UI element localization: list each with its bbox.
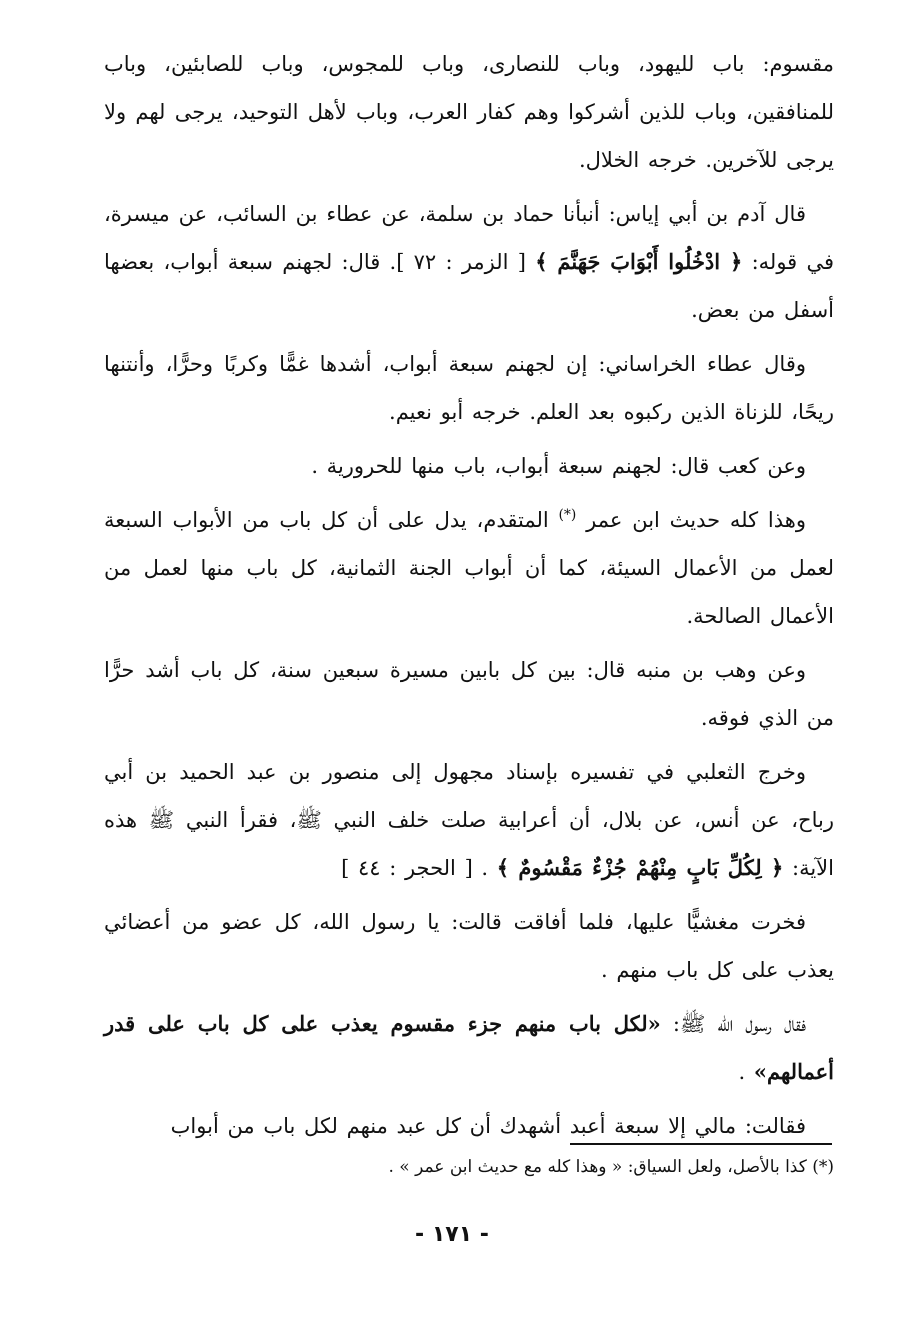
paragraph-3 [104, 340, 834, 436]
paragraph-text: [ الزمر : ٧٢ ]. قال: لجهنم سبعة أبواب، بعضها أسفل من بعض. [104, 250, 834, 322]
paragraph-6 [104, 646, 834, 742]
page-number: - ١٧١ - [415, 1222, 489, 1247]
footnote-divider [570, 1143, 832, 1145]
paragraph-text: فقال رسول الله ﷺ: [660, 1012, 806, 1036]
paragraph-text: وخرج الثعلبي في تفسيره بإسناد مجهول إلى منصور بن عبد الحميد بن أبي رباح، عن أنس، عن بلال، أن أعرابية صلت خلف النبي ﷺ، فقرأ النبي ﷺ هذه الآية: [104, 760, 834, 880]
paragraph-9 [104, 1000, 834, 1096]
paragraph-text: قال آدم بن أبي إياس: أنبأنا حماد بن سلمة، عن عطاء بن السائب، عن ميسرة، في قوله: [104, 202, 835, 274]
paragraph-text: مقسوم: باب لليهود، وباب للنصارى، وباب للمجوس، وباب للصابئين، وباب للمنافقين، وباب للذين أشركوا وهم كفار العرب، وباب لأهل التوحيد، يرجى لهم ولا يرجى للآخرين. خرجه الخلال. [104, 52, 834, 172]
paragraph-1 [104, 40, 834, 184]
paragraph-text: . [ الحجر : ٤٤ ] [341, 856, 497, 880]
paragraph-7 [104, 748, 834, 892]
paragraph-text: وعن كعب قال: لجهنم سبعة أبواب، باب منها للحرورية . [311, 454, 806, 478]
paragraph-5 [104, 496, 834, 640]
paragraph-text: المتقدم، يدل على أن كل باب من الأبواب السبعة لعمل من الأعمال السيئة، كما أن أبواب الجنة الثمانية، كل باب منها لعمل من الأعمال الصالحة. [104, 508, 834, 628]
main-text [104, 40, 834, 1156]
hadith-quote: «لكل باب منهم جزء مقسوم يعذب على كل باب على قدر أعمالهم» [104, 1011, 834, 1084]
paragraph-text: وعن وهب بن منبه قال: بين كل بابين مسيرة سبعين سنة، كل باب أشد حرًّا من الذي فوقه. [104, 658, 834, 730]
paragraph-text: فخرت مغشيًّا عليها، فلما أفاقت قالت: يا رسول الله، كل عضو من أعضائي يعذب على كل باب منهم . [104, 910, 834, 982]
paragraph-text: وقال عطاء الخراساني: إن لجهنم سبعة أبواب، أشدها غمًّا وكربًا وحرًّا، وأنتنها ريحًا، للزناة الذين ركبوه بعد العلم. خرجه أبو نعيم. [104, 352, 834, 424]
paragraph-text: . [738, 1060, 754, 1084]
footnote-marker: (*) [558, 507, 577, 523]
paragraph-text: فقالت: مالي إلا سبعة أعبد أشهدك أن كل عبد منهم لكل باب من أبواب [170, 1114, 806, 1138]
footnote: (*) كذا بالأصل، ولعل السياق: « وهذا كله مع حديث ابن عمر » . [388, 1157, 834, 1177]
quran-verse: ﴿ لِكُلِّ بَابٍ مِنْهُمْ جُزْءٌ مَقْسُومٌ ﴾ [496, 855, 784, 880]
paragraph-text: وهذا كله حديث ابن عمر [576, 508, 806, 532]
paragraph-8 [104, 898, 834, 994]
paragraph-4 [104, 442, 834, 490]
paragraph-2 [104, 190, 834, 334]
quran-verse: ﴿ ادْخُلُوا أَبْوَابَ جَهَنَّمَ ﴾ [535, 249, 743, 274]
